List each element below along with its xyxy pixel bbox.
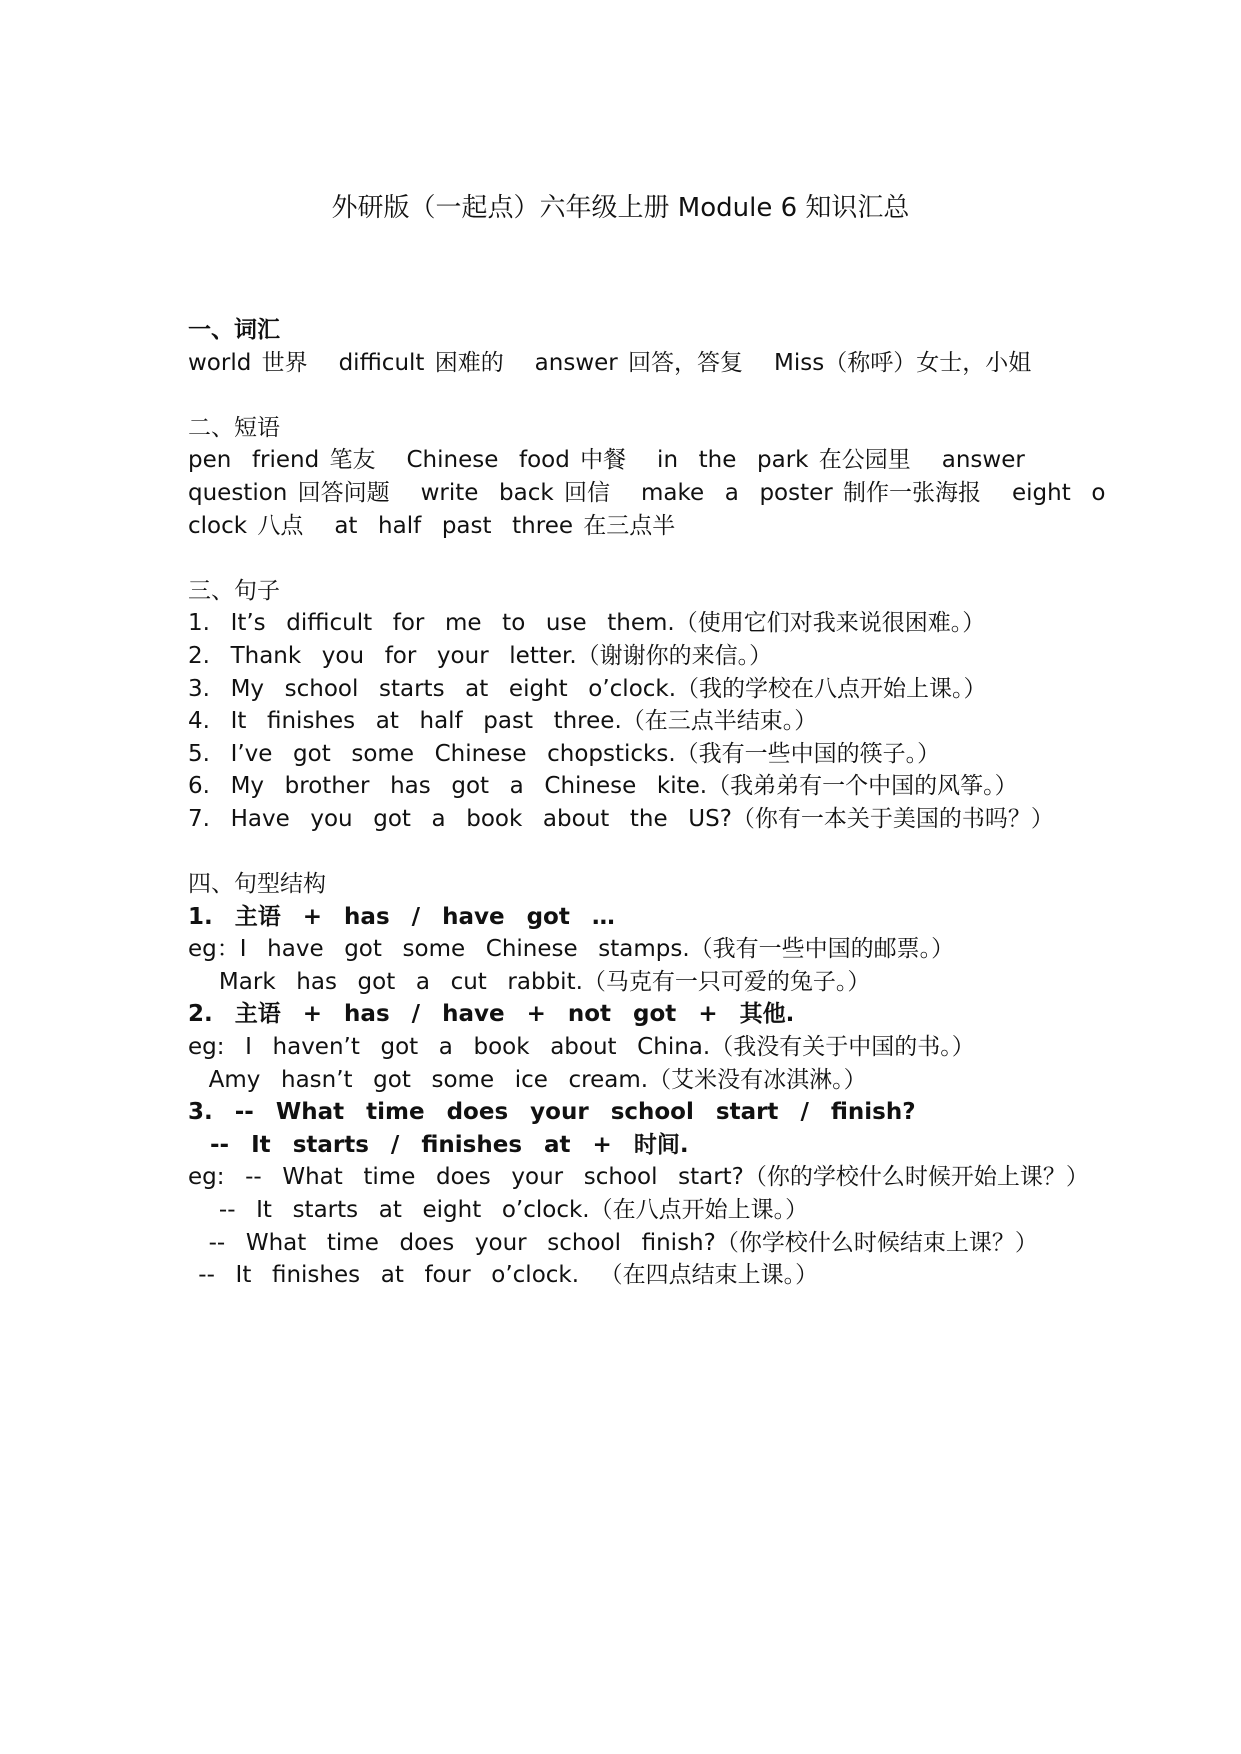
vocabulary-heading: 一、词汇 [188,317,280,343]
spacer [188,542,1068,575]
sentence-item: 4. It finishes at half past three.（在三点半结束。） [188,708,818,735]
vocabulary-line: world 世界 difficult 困难的 answer 回答，答复 Miss（称呼）女士，小姐 [188,349,1032,376]
sentence-item: 3. My school starts at eight o’clock.（我的学校在八点开始上课。） [188,675,987,702]
structure-example: -- It starts at eight o’clock.（在八点开始上课。） [188,1197,809,1224]
structure-pattern: 3. -- What time does your school start / finish? [188,1099,916,1126]
structure-example: -- What time does your school finish?（你学校什么时候结束上课？） [188,1229,1038,1256]
sentences-heading: 三、句子 [188,577,280,604]
sentence-item: 6. My brother has got a Chinese kite.（我弟弟有一个中国的风筝。） [188,773,1018,800]
structure-example: eg: -- What time does your school start?（你的学校什么时候开始上课？） [188,1164,1089,1191]
phrases-line: question 回答问题 write back 回信 make a poster 制作一张海报 eight o [188,479,1106,506]
structure-example: -- It finishes at four o’clock. （在四点结束上课。） [188,1262,819,1289]
document-title: 外研版（一起点）六年级上册 Module 6 知识汇总 [331,193,910,223]
sentence-item: 7. Have you got a book about the US?（你有一本关于美国的书吗？） [188,805,1054,832]
structure-example: eg：I have got some Chinese stamps.（我有一些中国的邮票。） [188,936,955,963]
structure-example: Mark has got a cut rabbit.（马克有一只可爱的兔子。） [188,968,871,995]
phrases-line: clock 八点 at half past three 在三点半 [188,512,676,539]
phrases-heading: 二、短语 [188,414,280,441]
structure-pattern: 2. 主语 + has / have + not got + 其他. [188,1001,795,1028]
structure-pattern: -- It starts / finishes at + 时间. [188,1131,689,1158]
spacer [188,379,1068,412]
phrases-line: pen friend 笔友 Chinese food 中餐 in the park 在公园里 answer [188,447,1025,474]
sentence-item: 1. It’s difficult for me to use them.（使用它们对我来说很困难。） [188,610,986,637]
document-body [188,314,1106,1292]
structure-pattern: 1. 主语 + has / have got … [188,903,615,930]
sentence-item: 5. I’ve got some Chinese chopsticks.（我有一些中国的筷子。） [188,740,941,767]
structure-example: Amy hasn’t got some ice cream.（艾米没有冰淇淋。） [188,1066,867,1093]
spacer [188,836,1068,869]
sentence-item: 2. Thank you for your letter.（谢谢你的来信。） [188,642,773,669]
structures-heading: 四、句型结构 [188,871,326,898]
structure-example: eg: I haven’t got a book about China.（我没有关于中国的书。） [188,1034,975,1061]
